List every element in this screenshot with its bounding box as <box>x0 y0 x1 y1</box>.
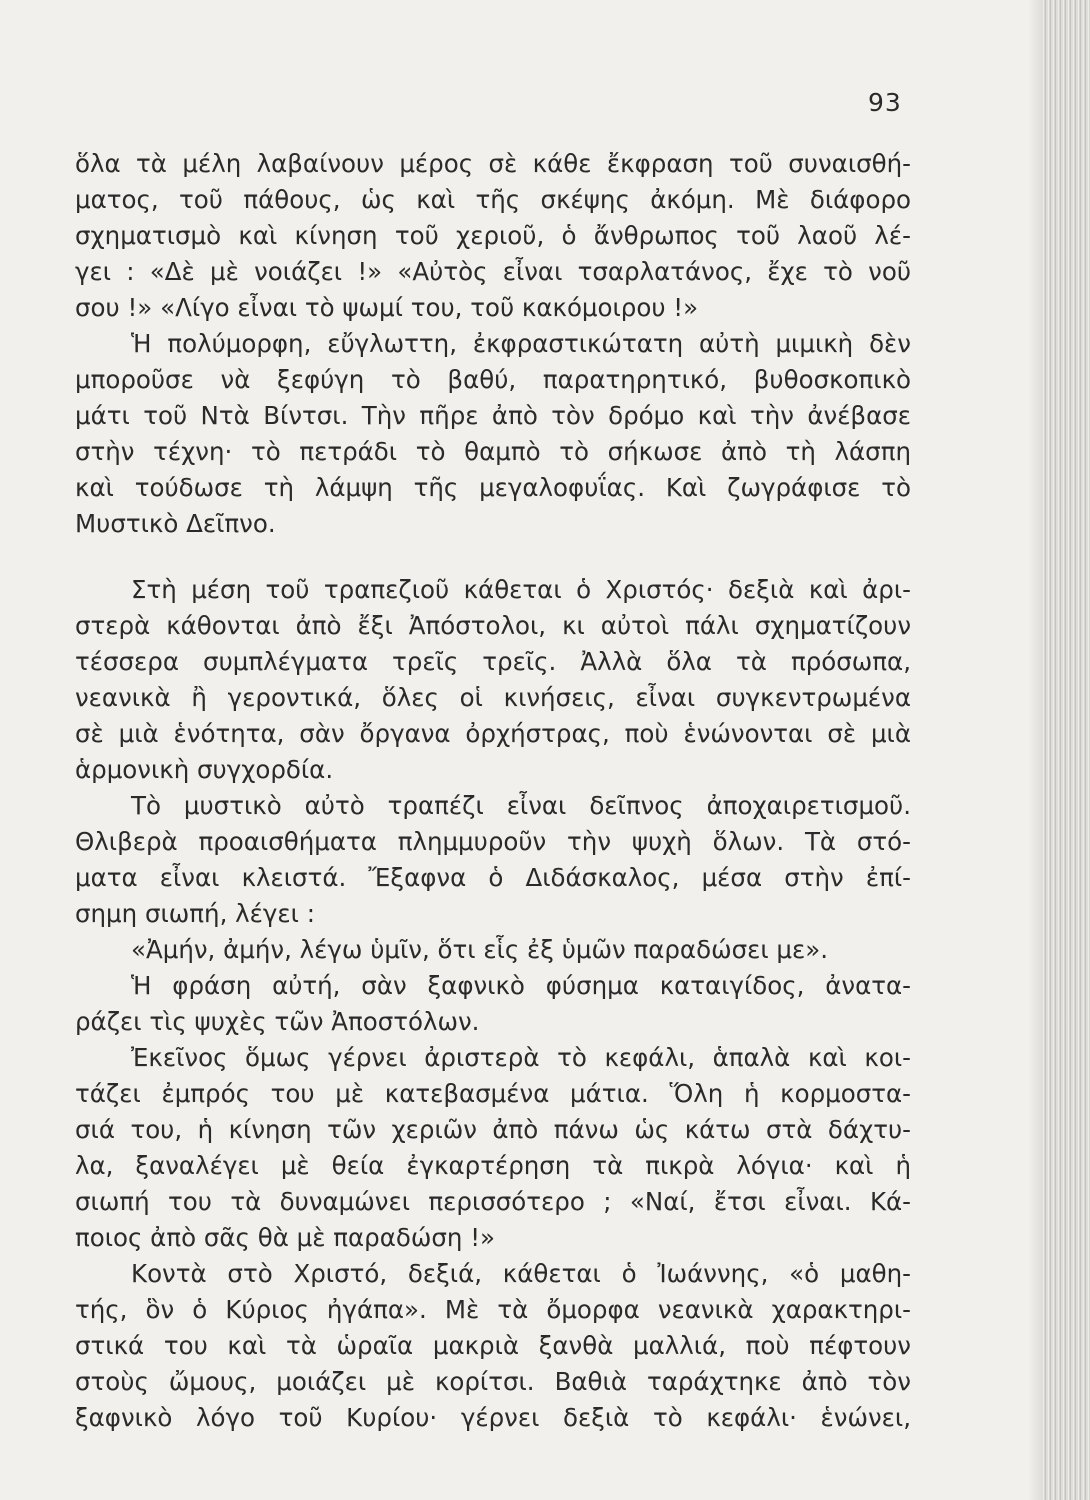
text-line: τάζει ἐμπρός του μὲ κατεβασμένα μάτια. Ὅλη ἡ κορμοστα- <box>75 1079 911 1108</box>
text-line: ἁρμονικὴ συγχορδία. <box>75 755 334 784</box>
text-line: σου !» «Λίγο εἶναι τὸ ψωμί του, τοῦ κακόμοιρου !» <box>75 293 699 322</box>
text-line: τέσσερα συμπλέγματα τρεῖς τρεῖς. Ἀλλὰ ὅλα τὰ πρόσωπα, <box>75 647 911 676</box>
text-line: σημη σιωπή, λέγει : <box>75 899 315 928</box>
book-page-edges <box>1042 0 1090 1500</box>
text-line: ματος, τοῦ πάθους, ὡς καὶ τῆς σκέψης ἀκόμη. Μὲ διάφορο <box>75 185 911 214</box>
text-line: σὲ μιὰ ἑνότητα, σὰν ὄργανα ὀρχήστρας, ποὺ ἑνώνονται σὲ μιὰ <box>75 719 911 748</box>
page-number: 93 <box>868 88 902 117</box>
page-edge-shadow <box>1028 0 1042 1500</box>
paragraph <box>75 326 911 542</box>
text-line: σιά του, ἡ κίνηση τῶν χεριῶν ἀπὸ πάνω ὡς κάτω στὰ δάχτυ- <box>75 1115 911 1144</box>
text-line: ράζει τὶς ψυχὲς τῶν Ἀποστόλων. <box>75 1007 480 1036</box>
text-line: μποροῦσε νὰ ξεφύγη τὸ βαθύ, παρατηρητικό, βυθοσκοπικὸ <box>75 365 911 394</box>
paragraph <box>75 968 911 1040</box>
text-line: Τὸ μυστικὸ αὐτὸ τραπέζι εἶναι δεῖπνος ἀποχαιρετισμοῦ. <box>131 791 911 820</box>
text-line: στοὺς ὤμους, μοιάζει μὲ κορίτσι. Βαθιὰ ταράχτηκε ἀπὸ τὸν <box>75 1367 911 1396</box>
text-line: Θλιβερὰ προαισθήματα πλημμυροῦν τὴν ψυχὴ ὅλων. Τὰ στό- <box>75 827 911 856</box>
text-line: καὶ τούδωσε τὴ λάμψη τῆς μεγαλοφυΐας. Καὶ ζωγράφισε τὸ <box>75 473 911 502</box>
text-line: ὅλα τὰ μέλη λαβαίνουν μέρος σὲ κάθε ἔκφραση τοῦ συναισθή- <box>75 149 911 178</box>
paragraph <box>75 932 911 968</box>
paragraph <box>75 1040 911 1256</box>
text-line: Ἡ φράση αὐτή, σὰν ξαφνικὸ φύσημα καταιγίδος, ἀνατα- <box>131 971 911 1000</box>
text-line: ξαφνικὸ λόγο τοῦ Κυρίου· γέρνει δεξιὰ τὸ κεφάλι· ἑνώνει, <box>75 1403 911 1432</box>
text-line: Στὴ μέση τοῦ τραπεζιοῦ κάθεται ὁ Χριστός· δεξιὰ καὶ ἀρι- <box>131 575 911 604</box>
text-line: ποιος ἀπὸ σᾶς θὰ μὲ παραδώση !» <box>75 1223 496 1252</box>
paragraph-gap <box>75 542 911 572</box>
text-line: γει : «Δὲ μὲ νοιάζει !» «Αὐτὸς εἶναι τσαρλατάνος, ἔχε τὸ νοῦ <box>75 257 911 286</box>
text-line: «Ἀμήν, ἀμήν, λέγω ὑμῖν, ὅτι εἷς ἐξ ὑμῶν παραδώσει με». <box>131 935 829 964</box>
text-line: νεανικὰ ἢ γεροντικά, ὅλες οἱ κινήσεις, εἶναι συγκεντρωμένα <box>75 683 911 712</box>
text-line: Ἡ πολύμορφη, εὔγλωττη, ἐκφραστικώτατη αὐτὴ μιμικὴ δὲν <box>131 329 911 358</box>
text-line: ματα εἶναι κλειστά. Ἔξαφνα ὁ Διδάσκαλος, μέσα στὴν ἐπί- <box>75 863 911 892</box>
paragraph <box>75 1256 911 1436</box>
text-line: σχηματισμὸ καὶ κίνηση τοῦ χεριοῦ, ὁ ἄνθρωπος τοῦ λαοῦ λέ- <box>75 221 911 250</box>
text-line: στερὰ κάθονται ἀπὸ ἔξι Ἀπόστολοι, κι αὐτοὶ πάλι σχηματίζουν <box>75 611 911 640</box>
body-text <box>75 146 911 1436</box>
paragraph <box>75 788 911 932</box>
text-line: στὴν τέχνη· τὸ πετράδι τὸ θαμπὸ τὸ σήκωσε ἀπὸ τὴ λάσπη <box>75 437 911 466</box>
paragraph <box>75 146 911 326</box>
paragraph <box>75 572 911 788</box>
text-line: σιωπή του τὰ δυναμώνει περισσότερο ; «Ναί, ἔτσι εἶναι. Κά- <box>75 1187 911 1216</box>
text-line: Μυστικὸ Δεῖπνο. <box>75 509 276 538</box>
text-line: μάτι τοῦ Ντὰ Βίντσι. Τὴν πῆρε ἀπὸ τὸν δρόμο καὶ τὴν ἀνέβασε <box>75 401 911 430</box>
text-line: Ἐκεῖνος ὅμως γέρνει ἀριστερὰ τὸ κεφάλι, ἁπαλὰ καὶ κοι- <box>131 1043 911 1072</box>
text-line: Κοντὰ στὸ Χριστό, δεξιά, κάθεται ὁ Ἰωάννης, «ὁ μαθη- <box>131 1259 911 1288</box>
text-line: στικά του καὶ τὰ ὡραῖα μακριὰ ξανθὰ μαλλιά, ποὺ πέφτουν <box>75 1331 911 1360</box>
text-line: τής, ὃν ὁ Κύριος ἠγάπα». Μὲ τὰ ὄμορφα νεανικὰ χαρακτηρι- <box>75 1295 911 1324</box>
text-line: λα, ξαναλέγει μὲ θεία ἐγκαρτέρηση τὰ πικρὰ λόγια· καὶ ἡ <box>75 1151 911 1180</box>
